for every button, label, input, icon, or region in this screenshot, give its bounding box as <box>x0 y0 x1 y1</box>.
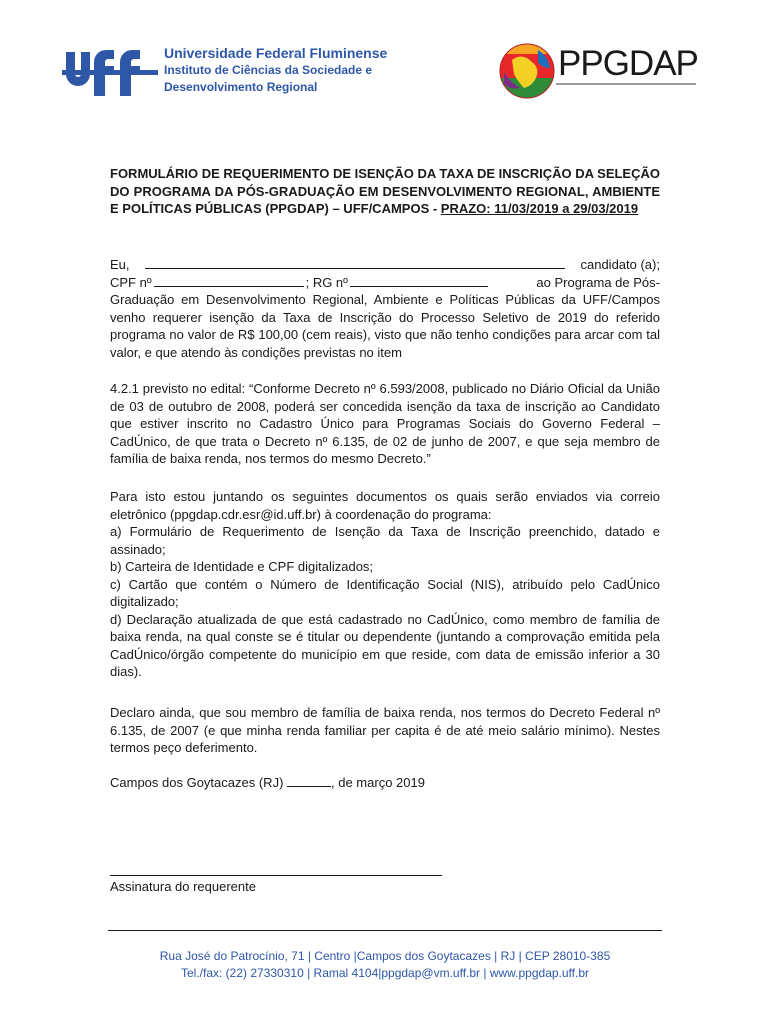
name-blank[interactable] <box>145 256 565 269</box>
document-item-d: d) Declaração atualizada de que está cadastrado no CadÚnico, como membro de família de baixa renda, na qual conste se é titular ou dependente (juntando a comprovação emitida pela CadÚnico/órgão competente do município em que reside, com data de emissão inferior a 30 dias). <box>110 611 660 679</box>
document-item-b: b) Carteira de Identidade e CPF digitalizados; <box>110 559 374 574</box>
eu-label: Eu, <box>110 257 130 272</box>
date-line <box>110 774 660 792</box>
day-blank[interactable] <box>287 774 331 787</box>
institution-block <box>164 44 387 96</box>
cpf-label: CPF nº <box>110 274 152 290</box>
ppgdap-globe-logo <box>498 42 556 100</box>
date-place: Campos dos Goytacazes (RJ) <box>110 775 288 790</box>
edital-quote-paragraph: 4.2.1 previsto no edital: “Conforme Decreto nº 6.593/2008, publicado no Diário Oficial da União de 03 de outubro de 2008, poderá ser concedida isenção da taxa de inscrição ao Candidato que estiver inscrito no Cadastro Único para Programas Sociais do Governo Federal – CadÚnico, de que trata o Decreto nº 6.135, de 02 de junho de 2007, e que seja membro de família de baixa renda, nos termos do mesmo Decreto.” <box>110 381 660 466</box>
form-title <box>110 165 660 218</box>
ppgdap-logo-subtitle-strip <box>556 82 696 86</box>
rg-blank[interactable] <box>350 274 488 287</box>
university-name: Universidade Federal Fluminense <box>164 45 388 61</box>
uff-logo <box>62 44 158 96</box>
rg-label: ; RG nº <box>305 274 348 290</box>
footer-address: Rua José do Patrocínio, 71 | Centro |Campos dos Goytacazes | RJ | CEP 28010-385 <box>159 949 611 963</box>
document-item-c: c) Cartão que contém o Número de Identificação Social (NIS), atribuído pelo CadÚnico digitalizado; <box>110 576 660 609</box>
request-text: Graduação em Desenvolvimento Regional, Ambiente e Políticas Públicas da UFF/Campos venho requerer isenção da Taxa de Inscrição do Processo Seletivo de 2019 do referido programa no valor de R$ 100,00 (cem reais), visto que não tenho condições para arcar com tal valor, e que atendo às condições previstas no item <box>110 292 660 360</box>
cpf-blank[interactable] <box>154 274 304 287</box>
declaration-paragraph: Declaro ainda, que sou membro de família de baixa renda, nos termos do Decreto Federal nº 6.135, de 2007 (e que minha renda familiar per capita é de até meio salário mínimo). Nestes termos peço deferimento. <box>110 705 660 755</box>
signature-label: Assinatura do requerente <box>110 879 256 894</box>
date-month-year: , de março 2019 <box>331 775 425 790</box>
documents-paragraph <box>110 488 660 681</box>
request-paragraph <box>110 256 660 361</box>
institute-line-1: Instituto de Ciências da Sociedade e <box>164 63 373 77</box>
form-deadline: PRAZO: 11/03/2019 a 29/03/2019 <box>440 201 639 216</box>
document-item-a: a) Formulário de Requerimento de Isenção da Taxa de Inscrição preenchido, datado e assinado; <box>110 524 660 557</box>
documents-intro: Para isto estou juntando os seguintes documentos os quais serão enviados via correio eletrônico (ppgdap.cdr.esr@id.uff.br) à coordenação do programa: <box>110 489 660 522</box>
form-title-main: FORMULÁRIO DE REQUERIMENTO DE ISENÇÃO DA TAXA DE INSCRIÇÃO DA SELEÇÃO DO PROGRAMA DA PÓS-GRADUAÇÃO EM DESENVOLVIMENTO REGIONAL, AMBIENTE E POLÍTICAS PÚBLICAS (PPGDAP) – UFF/CAMPOS - <box>110 166 660 216</box>
footer-divider <box>108 930 662 931</box>
signature-line[interactable] <box>110 875 442 876</box>
ppgdap-logo-text: PPGDAP <box>558 44 698 83</box>
ao-programa-label: ao Programa de Pós- <box>536 274 660 290</box>
institute-line-2: Desenvolvimento Regional <box>164 80 318 94</box>
name-line <box>110 256 660 274</box>
candidato-label: candidato (a); <box>580 257 660 272</box>
cpf-rg-line <box>110 274 660 292</box>
footer-contact: Tel./fax: (22) 27330310 | Ramal 4104|ppgdap@vm.uff.br | www.ppgdap.uff.br <box>181 966 589 980</box>
